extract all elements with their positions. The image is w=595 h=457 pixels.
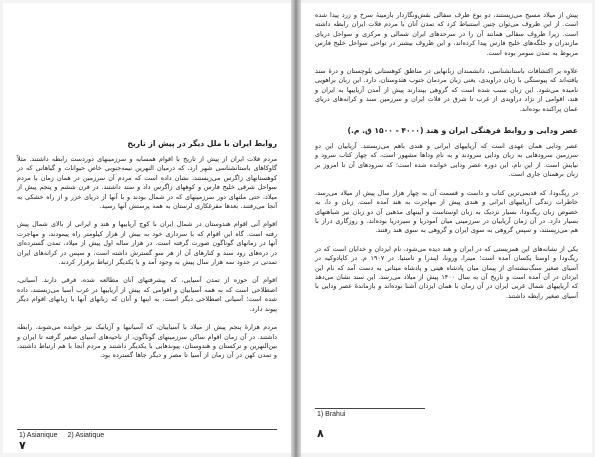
footnotes bbox=[317, 411, 345, 418]
paragraph: مردم فلات ایران از پیش از تاریخ با اقوام همسایه و سرزمینهای دوردست رابطه داشتند. مثلاً گاوکاهای باستانشناسی شهر ارد، که درمیان النهرین نیمه‌جنوبی خاص حیوانات و گیاهانی که در کوهستانهای زاگرس می‌زیستند، نشان داده است که مردم آن سرزمین در همان زمان با مردم سواحل شرقی خلیج فارس و کوههای زاگرس داد و ستد داشتند. در قرن ششم و پنجم پیش از میلاد، حتی ملتهای دور سرزمینهای که در شمال بودند و با آنها از دریای خزر و از راه خشکی به آنجا می‌رفتند، بعدها مفرغکاری لرستان به همه پرستش آنها رسید. bbox=[17, 155, 277, 211]
footnote-rule bbox=[315, 408, 425, 409]
section-heading: عصر ودایی و روابط فرهنگی ایران و هند (۴۰۰۰ - ۱۵۰۰ ق. م.) bbox=[347, 126, 578, 136]
footnote: 1) Brahui bbox=[317, 411, 346, 418]
footnotes bbox=[19, 432, 104, 439]
book-gutter bbox=[291, 0, 301, 457]
paragraph: علاوه بر اکتشافات باستانشناسی، دانشمندان زبانهایی در مناطق کوهستانی بلوچستان و درهٔ سند یافته‌اند که پیوستگی با زبان دراویدی، یعنی زبان مردمان جنوب هندوستان، دارد. این زبان براهویی نامیده می‌شود. این زبان سبب شده است که گروهی بپندارند پیش از آمدن آریاییها به ایران و هند، اقوامی از نژاد دراویدی از غرب تا شرق در فلات ایران و سرزمین سند و کرانه‌های دریای عمان پراکنده بوده‌اند. bbox=[315, 67, 578, 113]
paragraph: عصر ودایی همان عهدی است که آریاییهای ایرانی و هندی باهم می‌زیستند. آریاییان این دو سرزمین سرودهایی به زبان ودایی سرودند و به نام وداها مشهور است، که چهار کتاب سرود و نیایش است. از این نام، این دوره عصر ودایی خوانده شده است؛ که سرودهای آن تا امروز بر زبان برهمنان جاری است. bbox=[315, 142, 578, 179]
paragraph: اقوام آنی اقوام هندوستان در شمال ایران با کوچ آریاییها و هند و ایرانی از بالای شمال پیش رفته است. گاه این اقوام که با سرداری خود به بیش از هزار کیلومتر راه پیمودند، و مهاجرت آنها در زمانهای گوناگون صورت گرفته است. در هزار ساله اول پیش از میلاد، تمدن گسترده‌ای در دره‌های رود سند و کنارهای آن از هر سو گسترش داشته است، و سپس در کرانه‌های ایران تمدنی در حدود سه هزار سال پیش به وجود آمد و با یکدیگر ارتباط برقرار کردند. bbox=[17, 220, 277, 267]
footnote-rule bbox=[17, 429, 277, 430]
section-heading: روابط ایران با ملل دیگر در پیش از تاریخ bbox=[127, 139, 277, 148]
page-number: ۷ bbox=[19, 439, 26, 452]
paragraph: اقوام آن حوزه از تمدن آسیایی، که پیشرفتهای آنان مطالعه شده، فرقی دارند. آسیانی، اصطلاحی است که به همه آسیاییان و اقوامی که پیش از آریاییها در غرب آسیا می‌زیستند، داده شده است؛ آسیانی اصطلاحی دیگر است، به اینها و آنان که زبانهای آنها با زبانهای اقوام دیگر پیوند دارد. bbox=[17, 276, 277, 313]
paragraph: در ریگ‌ودا، که قدیمی‌ترین کتاب و داست و قسمت آن به چهار هزار سال پیش از میلاد می‌رسد، خاطرات زندگی آریاییهای ایرانی و هندی پیش از مهاجرت به هند آمده است. زبان و دا، به خصوص زبان ریگ‌ودا، بسیار نزدیک به زبان اوستاست و آیینهای مذهبی آن دو زبان نیز شباهتهای بسیار دارد. در آن زمان آریاییان در سرزمینی میان آمودریا و سیردریا بوده‌اند، و روزگاری دراز با هم می‌زیستند، و سپس گروهی به سوی ایران و گروهی به سوی هند رفتند. bbox=[315, 188, 578, 235]
left-page bbox=[3, 3, 291, 453]
page-number: ۸ bbox=[317, 427, 324, 440]
footnote: 1) Asianique bbox=[19, 432, 58, 439]
paragraph: پیش از میلاد مسیح می‌زیستند، دو نوع ظرف سفالی نقش‌ونگاردار بازمینهٔ سرخ و زرد پیدا شده است. از این ظروف می‌توان چنین استنباط کرد که تمدن آنان با مردم فلات ایران رابطه داشته است. زیرا ظروف سفالی همانند آن را در سرحدهای ایران شمالی و مرکزی و سواحل دریای مازندران و جلگه‌های خلیج فارس پیدا کرده‌اند، و این ظروف بیشتر در نواحی سواحل خلیج فارس مربوط به تمدن سومر بوده است. bbox=[315, 11, 578, 57]
footnote: 2) Asiatique bbox=[67, 432, 105, 439]
right-page bbox=[301, 3, 592, 453]
paragraph: یکی از نشانه‌های این همزیستی که در ایران و هند دیده می‌شود، نام ایزدان و خدایان است که در ریگ‌ودا و اوستا یکسان آمده است؛ میترا، ورونا، ایندرا و ناستیا. در ۱۹۰۷ م. در کاپادوکیه در آسیای صغیر سنگ‌نبشته‌ای از پیمان میان پادشاه هیتی و پادشاه میتانی به دست آمد که نام این ایزدان در آن آمده است و تاریخ آن به سال ۱۴۰۰ پیش از میلاد می‌رسد. این سند نشان می‌دهد که آریاییهای شمال غربی ایران در آن زمان با همان ایزدان آشنا بوده‌اند و بازماندهٔ عصر ودایی با آسیای صغیر رابطه داشتند. bbox=[315, 244, 578, 300]
paragraph: مردم هزارهٔ پنجم پیش از میلاد با آسیاییان، که آسیانیها و آزیانیک نیز خوانده می‌شوند، رابطه داشتند. در آن زمان اقوام ساکن سرزمینهای گوناگون، از ناحیه‌های آسیای صغیر گرفته تا ایران و بین‌النهرین و ترکستان و هندوستان، پیوندهایی با یکدیگر داشتند و مردم آنجا با هم ارتباط داشتند، و تمدن کهن در آن زمان از آسیا تا مصر و دیگر جاها گسترده بود. bbox=[17, 323, 277, 360]
